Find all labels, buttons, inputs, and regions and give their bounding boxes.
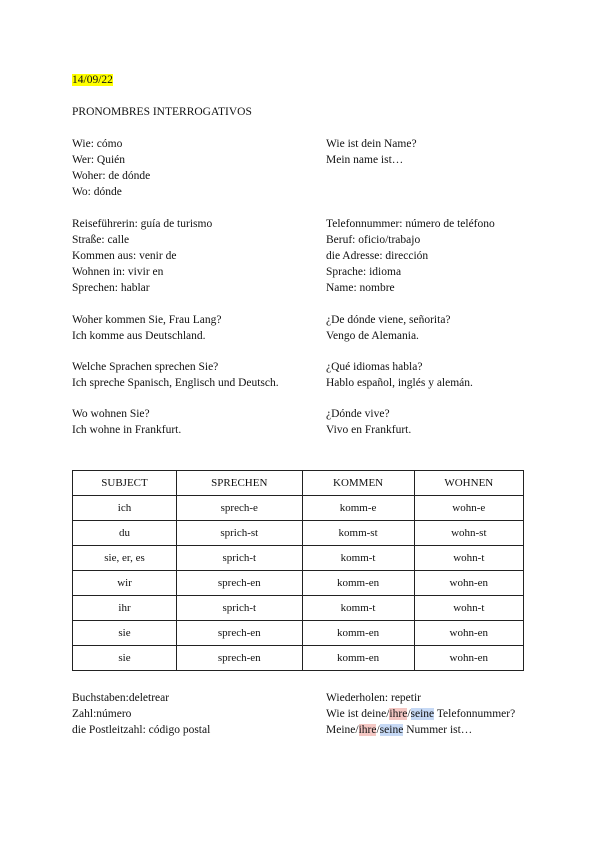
table-cell: ihr — [73, 596, 177, 621]
example-german: Welche Sprachen sprechen Sie? — [72, 361, 219, 373]
page-title: PRONOMBRES INTERROGATIVOS — [72, 106, 252, 118]
conjugation-table — [72, 470, 524, 671]
table-cell: sprich-t — [177, 546, 303, 571]
text-fragment: / — [376, 724, 380, 736]
table-row — [73, 571, 524, 596]
question-word: Wo: dónde — [72, 186, 122, 198]
table-cell: wohn-en — [414, 621, 523, 646]
example-spanish: Vengo de Alemania. — [326, 330, 419, 342]
table-cell: komm-t — [302, 546, 414, 571]
example-german: Woher kommen Sie, Frau Lang? — [72, 314, 222, 326]
example-german: Ich wohne in Frankfurt. — [72, 424, 182, 436]
table-cell: sprech-en — [177, 646, 303, 671]
text-fragment: Nummer ist… — [403, 724, 473, 736]
table-row — [73, 521, 524, 546]
table-row — [73, 596, 524, 621]
table-cell: sprech-en — [177, 621, 303, 646]
table-row — [73, 646, 524, 671]
ihre-highlight: ihre — [389, 708, 408, 720]
table-cell: wohn-t — [414, 546, 523, 571]
example-spanish: ¿Dónde vive? — [326, 408, 390, 420]
table-cell: komm-e — [302, 496, 414, 521]
date-highlighted: 14/09/22 — [72, 74, 113, 86]
table-header: KOMMEN — [302, 471, 414, 496]
table-row — [73, 546, 524, 571]
table-header-row — [73, 471, 524, 496]
example-german: Ich spreche Spanisch, Englisch und Deutsch. — [72, 377, 279, 389]
table-cell: sie — [73, 646, 177, 671]
seine-highlight: seine — [379, 724, 404, 736]
text-fragment: Wie ist deine/ — [326, 708, 390, 720]
example-german: Ich komme aus Deutschland. — [72, 330, 206, 342]
vocab-item: Wohnen in: vivir en — [72, 266, 164, 278]
vocab-item: die Adresse: dirección — [326, 250, 429, 262]
date-line — [72, 72, 113, 88]
table-cell: sie, er, es — [73, 546, 177, 571]
example-german: Wo wohnen Sie? — [72, 408, 150, 420]
table-cell: wohn-st — [414, 521, 523, 546]
vocab-item: Reiseführerin: guía de turismo — [72, 218, 213, 230]
table-cell: sprich-t — [177, 596, 303, 621]
table-row — [73, 496, 524, 521]
table-cell: sprich-st — [177, 521, 303, 546]
phone-answer — [326, 722, 472, 738]
text-fragment: Telefonnummer? — [434, 708, 516, 720]
example-spanish: ¿Qué idiomas habla? — [326, 361, 423, 373]
vocab-item: Sprache: idioma — [326, 266, 402, 278]
question-example: Mein name ist… — [326, 154, 404, 166]
ihre-highlight: ihre — [358, 724, 377, 736]
question-word: Woher: de dónde — [72, 170, 151, 182]
table-cell: sprech-en — [177, 571, 303, 596]
table-cell: sie — [73, 621, 177, 646]
text-fragment: / — [407, 708, 411, 720]
table-cell: du — [73, 521, 177, 546]
text-fragment: Meine/ — [326, 724, 359, 736]
vocab-item: Telefonnummer: número de teléfono — [326, 218, 495, 230]
table-cell: wohn-en — [414, 571, 523, 596]
example-spanish: Vivo en Frankfurt. — [326, 424, 412, 436]
seine-highlight: seine — [410, 708, 435, 720]
table-cell: komm-t — [302, 596, 414, 621]
table-cell: komm-st — [302, 521, 414, 546]
table-cell: wohn-t — [414, 596, 523, 621]
table-cell: sprech-e — [177, 496, 303, 521]
footer-vocab: Buchstaben:deletrear — [72, 692, 170, 704]
vocab-item: Beruf: oficio/trabajo — [326, 234, 421, 246]
question-word: Wie: cómo — [72, 138, 123, 150]
table-cell: komm-en — [302, 621, 414, 646]
table-header: SPRECHEN — [177, 471, 303, 496]
question-word: Wer: Quién — [72, 154, 126, 166]
table-cell: wohn-e — [414, 496, 523, 521]
table-cell: komm-en — [302, 571, 414, 596]
table-header: SUBJECT — [73, 471, 177, 496]
example-spanish: ¿De dónde viene, señorita? — [326, 314, 451, 326]
footer-vocab: die Postleitzahl: código postal — [72, 724, 211, 736]
table-cell: wir — [73, 571, 177, 596]
question-example: Wie ist dein Name? — [326, 138, 417, 150]
vocab-item: Straße: calle — [72, 234, 130, 246]
example-spanish: Hablo español, inglés y alemán. — [326, 377, 473, 389]
table-cell: ich — [73, 496, 177, 521]
footer-vocab: Wiederholen: repetir — [326, 692, 422, 704]
vocab-item: Sprechen: hablar — [72, 282, 150, 294]
table-header: WOHNEN — [414, 471, 523, 496]
table-cell: komm-en — [302, 646, 414, 671]
vocab-item: Name: nombre — [326, 282, 395, 294]
table-row — [73, 621, 524, 646]
vocab-item: Kommen aus: venir de — [72, 250, 177, 262]
phone-question — [326, 706, 515, 722]
footer-vocab: Zahl:número — [72, 708, 132, 720]
table-cell: wohn-en — [414, 646, 523, 671]
